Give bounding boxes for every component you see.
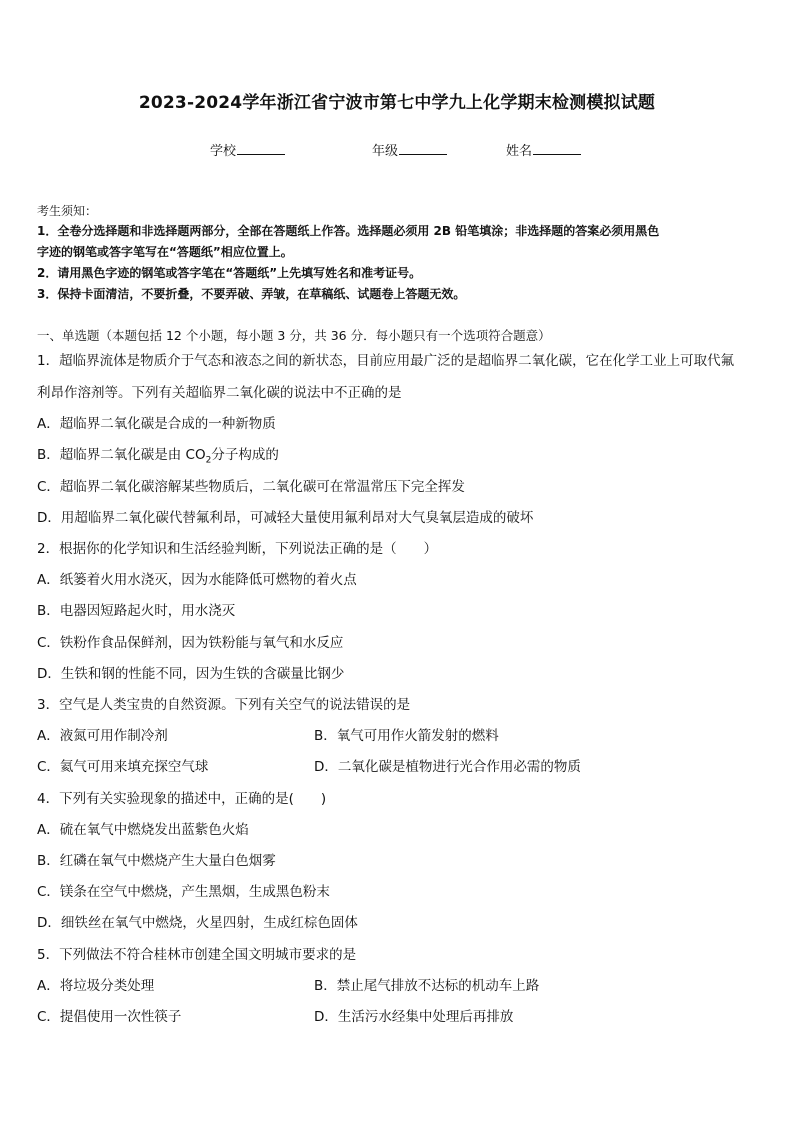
q2-stem: 2．根据你的化学知识和生活经验判断，下列说法正确的是（ ） <box>37 541 438 557</box>
notice-item-3: 3．保持卡面清洁，不要折叠，不要弄破、弄皱，在草稿纸、试题卷上答题无效。 <box>37 287 466 301</box>
q5-options-row-1 <box>37 978 757 994</box>
q1-option-b-text: B．超临界二氧化碳是由 CO <box>37 447 206 463</box>
q3-option-a: A．液氮可用作制冷剂 <box>37 728 168 744</box>
name-label: 姓名 <box>506 144 533 159</box>
q5-options-row-2 <box>37 1009 757 1025</box>
q3-option-b: B．氧气可用作火箭发射的燃料 <box>314 728 499 744</box>
q3-option-c: C．氦气可用来填充探空气球 <box>37 759 209 775</box>
q2-option-a: A．纸篓着火用水浇灭，因为水能降低可燃物的着火点 <box>37 572 357 588</box>
q5-option-d: D．生活污水经集中处理后再排放 <box>314 1009 514 1025</box>
q3-options-row-1 <box>37 728 757 744</box>
q1-stem-line-2: 利昂作溶剂等。下列有关超临界二氧化碳的说法中不正确的是 <box>37 385 402 401</box>
q4-option-c: C．镁条在空气中燃烧，产生黑烟，生成黑色粉末 <box>37 884 330 900</box>
q5-option-a: A．将垃圾分类处理 <box>37 978 155 994</box>
q2-option-c: C．铁粉作食品保鲜剂，因为铁粉能与氧气和水反应 <box>37 635 344 651</box>
page-title: 2023-2024学年浙江省宁波市第七中学九上化学期末检测模拟试题 <box>138 93 656 113</box>
section-heading: 一、单选题（本题包括 12 个小题，每小题 3 分，共 36 分．每小题只有一个选项符合题意） <box>37 328 551 343</box>
q2-option-b: B．电器因短路起火时，用水浇灭 <box>37 603 236 619</box>
q4-option-d: D．细铁丝在氧气中燃烧，火星四射，生成红棕色固体 <box>37 915 358 931</box>
grade-blank <box>399 141 447 155</box>
q1-option-c: C．超临界二氧化碳溶解某些物质后，二氧化碳可在常温常压下完全挥发 <box>37 479 465 495</box>
q3-option-d: D．二氧化碳是植物进行光合作用必需的物质 <box>314 759 581 775</box>
q3-stem: 3．空气是人类宝贵的自然资源。下列有关空气的说法错误的是 <box>37 697 411 713</box>
q1-option-b-subscript: 2 <box>205 455 212 466</box>
q5-stem: 5．下列做法不符合桂林市创建全国文明城市要求的是 <box>37 947 357 963</box>
notice-item-2: 2．请用黑色字迹的钢笔或答字笔在“答题纸”上先填写姓名和准考证号。 <box>37 266 422 280</box>
notice-item-1-line-1: 1．全卷分选择题和非选择题两部分，全部在答题纸上作答。选择题必须用 2B 铅笔填涂；非选择题的答案必须用黑色 <box>37 224 660 238</box>
q2-option-d: D．生铁和钢的性能不同，因为生铁的含碳量比钢少 <box>37 666 345 682</box>
school-label: 学校 <box>210 144 237 159</box>
notice-heading: 考生须知： <box>37 204 98 218</box>
name-blank <box>533 141 581 155</box>
q1-option-b-tail: 分子构成的 <box>211 447 279 463</box>
name-field <box>506 140 581 159</box>
notice-item-1-line-2: 字迹的钢笔或答字笔写在“答题纸”相应位置上。 <box>37 245 293 259</box>
q4-stem: 4．下列有关实验现象的描述中，正确的是( ) <box>37 791 327 807</box>
grade-field <box>372 140 447 159</box>
q1-option-d: D．用超临界二氧化碳代替氟利昂，可减轻大量使用氟利昂对大气臭氧层造成的破坏 <box>37 510 534 526</box>
q1-option-a: A．超临界二氧化碳是合成的一种新物质 <box>37 416 276 432</box>
q5-option-b: B．禁止尾气排放不达标的机动车上路 <box>314 978 540 994</box>
q4-option-b: B．红磷在氧气中燃烧产生大量白色烟雾 <box>37 853 276 869</box>
school-blank <box>237 141 285 155</box>
grade-label: 年级 <box>372 144 399 159</box>
school-field <box>210 140 285 159</box>
q1-stem-line-1: 1．超临界流体是物质介于气态和液态之间的新状态，目前应用最广泛的是超临界二氧化碳，它在化学工业上可取代氟 <box>37 353 735 369</box>
q3-options-row-2 <box>37 759 757 775</box>
q4-option-a: A．硫在氧气中燃烧发出蓝紫色火焰 <box>37 822 249 838</box>
q5-option-c: C．提倡使用一次性筷子 <box>37 1009 182 1025</box>
q1-option-b <box>37 447 757 469</box>
